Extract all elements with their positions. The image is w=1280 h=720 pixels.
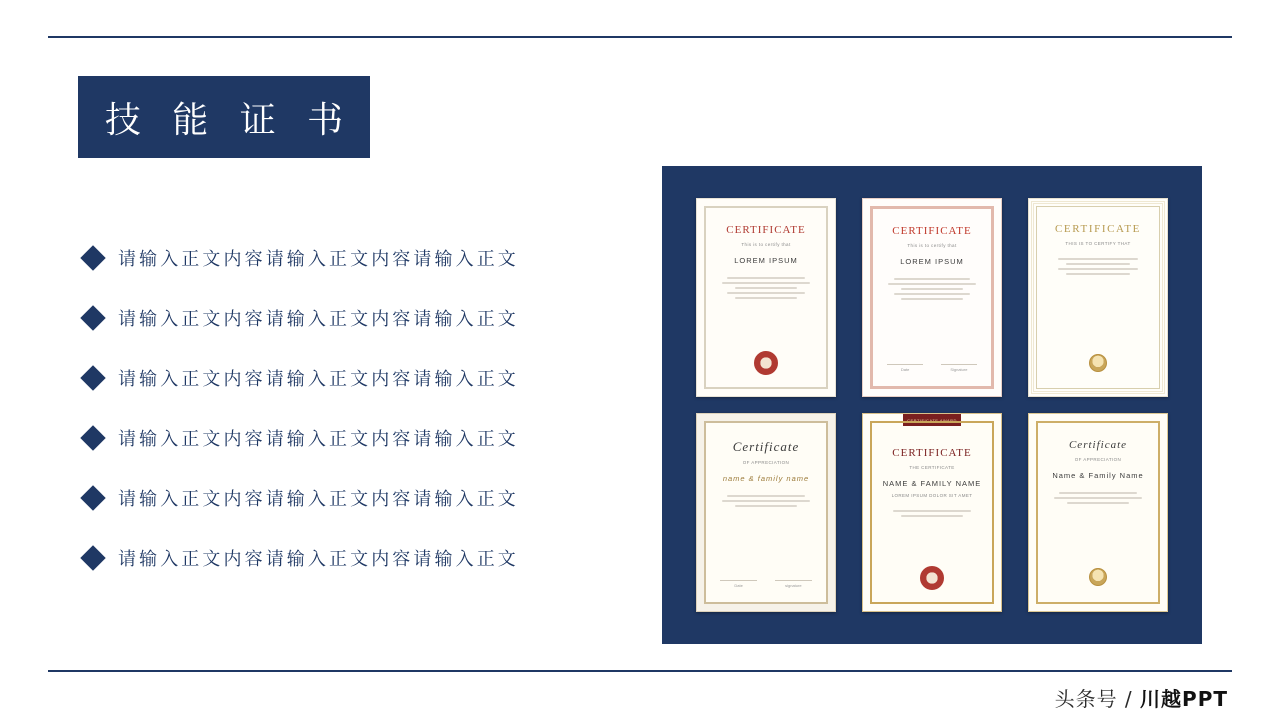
certificate-frame — [1036, 421, 1160, 604]
certificate-ribbon: CERTIFICATE AWARD — [903, 414, 961, 426]
certificate-medal-icon — [1089, 568, 1107, 586]
top-divider — [48, 36, 1232, 38]
certificate-frame — [1036, 206, 1160, 389]
list-item-label: 请输入正文内容请输入正文内容请输入正文 — [118, 369, 519, 390]
diamond-bullet-icon — [80, 425, 105, 450]
list-item — [84, 228, 644, 288]
certificate-subheading: OF APPRECIATION — [1074, 457, 1122, 463]
certificate-thumbnail[interactable] — [696, 413, 836, 612]
diamond-bullet-icon — [80, 305, 105, 330]
diamond-bullet-icon — [80, 365, 105, 390]
certificate-heading: CERTIFICATE — [1055, 223, 1141, 235]
certificate-heading: Certificate — [732, 439, 800, 454]
list-item-label: 请输入正文内容请输入正文内容请输入正文 — [118, 549, 519, 570]
page-title-box — [78, 76, 370, 158]
list-item — [84, 288, 644, 348]
certificate-recipient: name & family name — [722, 473, 810, 483]
certificate-medal-icon — [1089, 354, 1107, 372]
list-item — [84, 468, 644, 528]
certificate-frame — [704, 421, 828, 604]
certificate-subheading: This is to certify that — [907, 243, 957, 249]
list-item-label: 请输入正文内容请输入正文内容请输入正文 — [118, 309, 519, 330]
certificate-thumbnail[interactable] — [1028, 198, 1168, 397]
certificate-subheading: THIS IS TO CERTIFY THAT — [1065, 241, 1131, 247]
certificate-body-lines — [1053, 255, 1143, 278]
list-item — [84, 348, 644, 408]
diamond-bullet-icon — [80, 245, 105, 270]
certificate-seal-icon — [920, 566, 944, 590]
certificate-recipient: NAME & FAMILY NAME — [882, 479, 982, 489]
certificate-signature-label: signature — [775, 580, 811, 588]
list-item-label: 请输入正文内容请输入正文内容请输入正文 — [118, 489, 519, 510]
certificate-body-lines — [1054, 489, 1143, 507]
list-item — [84, 408, 644, 468]
certificate-heading: CERTIFICATE — [892, 225, 972, 237]
list-item-label: 请输入正文内容请输入正文内容请输入正文 — [118, 429, 519, 450]
footer-brand: 川越PPT — [1140, 687, 1228, 711]
certificate-recipient: Name & Family Name — [1052, 471, 1144, 481]
certificate-body-lines — [888, 507, 977, 520]
certificate-recipient: LOREM IPSUM — [900, 257, 964, 267]
certificate-seal-icon — [754, 351, 778, 375]
certificate-thumbnail[interactable] — [862, 198, 1002, 397]
footer-watermark — [1055, 683, 1228, 712]
bottom-divider — [48, 670, 1232, 672]
certificate-signature-label: Signature — [941, 364, 977, 372]
certificate-subheading: OF APPRECIATION — [742, 459, 790, 465]
certificate-signature-row — [720, 580, 811, 588]
certificate-frame — [704, 206, 828, 389]
certificate-frame — [870, 206, 994, 389]
footer-prefix: 头条号 / — [1054, 687, 1141, 711]
certificate-subheading: This is to certify that — [741, 242, 791, 248]
certificate-body-lines — [888, 275, 975, 303]
bullet-list — [84, 228, 644, 588]
certificate-frame — [870, 421, 994, 604]
certificate-body-lines — [722, 274, 811, 302]
certificate-subheading: THE CERTIFICATE — [909, 465, 955, 471]
certificate-heading: Certificate — [1068, 439, 1128, 451]
certificate-signature-row — [887, 364, 977, 372]
certificate-heading: CERTIFICATE — [892, 447, 972, 459]
list-item — [84, 528, 644, 588]
certificate-thumbnail[interactable] — [862, 413, 1002, 612]
diamond-bullet-icon — [80, 485, 105, 510]
diamond-bullet-icon — [80, 545, 105, 570]
certificate-recipient: LOREM IPSUM — [734, 256, 798, 266]
list-item-label: 请输入正文内容请输入正文内容请输入正文 — [118, 249, 519, 270]
page-title: 技 能 证 书 — [104, 99, 354, 141]
certificate-body-title: LOREM IPSUM DOLOR SIT AMET — [891, 493, 973, 499]
certificate-heading: CERTIFICATE — [726, 224, 806, 236]
certificate-thumbnail[interactable] — [1028, 413, 1168, 612]
certificate-gallery — [662, 166, 1202, 644]
certificate-body-lines — [722, 492, 811, 510]
certificate-thumbnail[interactable] — [696, 198, 836, 397]
certificate-date-label: Date — [720, 580, 756, 588]
certificate-date-label: Date — [887, 364, 923, 372]
